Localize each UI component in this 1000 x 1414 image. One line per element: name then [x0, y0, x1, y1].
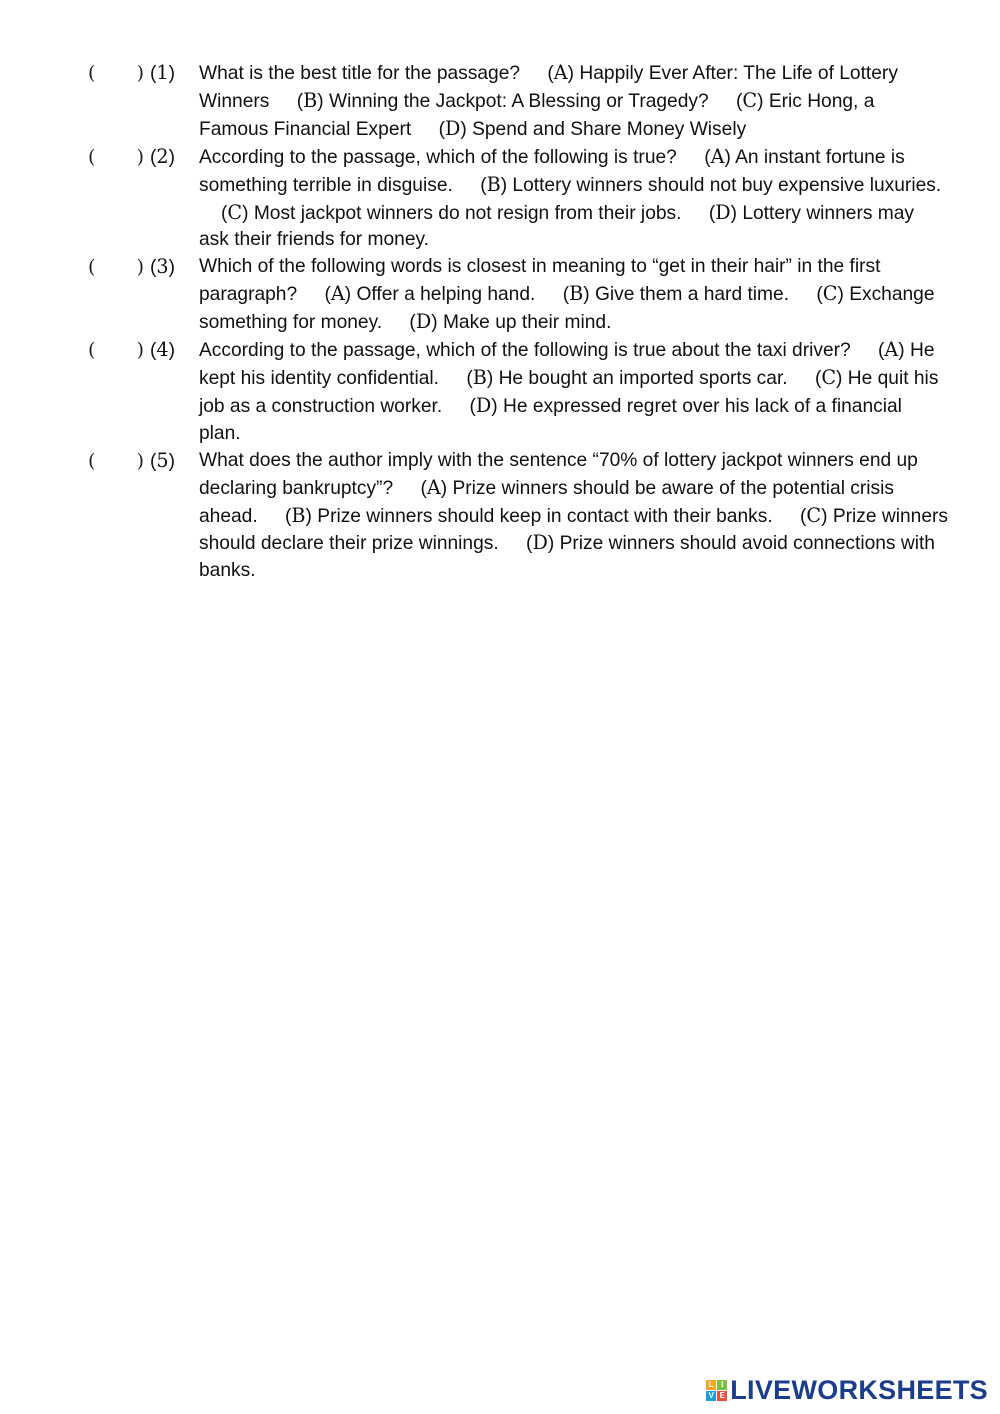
option-a: (A) He kept his identity confidential. — [199, 338, 935, 389]
option-d: (D) Make up their mind. — [409, 310, 612, 334]
option-b: (B) Lottery winners should not buy expensive luxuries. — [480, 172, 942, 196]
option-b: (B) Give them a hard time. — [562, 282, 790, 306]
question-number: (3) — [150, 255, 175, 279]
option-c: (C) Prize winners should declare their prize winnings. — [199, 503, 948, 555]
question-stem: What is the best title for the passage? — [199, 63, 521, 84]
question-1 — [88, 60, 948, 144]
option-a: (A) Happily Ever After: The Life of Lottery Winners — [199, 61, 898, 112]
option-d: (D) Prize winners should avoid connections with banks. — [199, 531, 935, 582]
option-c: (C) Exchange something for money. — [199, 282, 935, 334]
option-d: (D) Lottery winners may ask their friends for money. — [199, 200, 915, 251]
option-c: (C) He quit his job as a construction worker. — [199, 365, 939, 417]
option-a: (A) Offer a helping hand. — [324, 282, 536, 306]
question-5 — [88, 448, 948, 586]
answer-blank-5[interactable]: ( ) — [88, 449, 144, 472]
option-b: (B) Winning the Jackpot: A Blessing or Tragedy? — [296, 88, 709, 112]
answer-blank-2[interactable]: ( ) — [88, 145, 144, 168]
brand-name: LIVEWORKSHEETS — [730, 1375, 988, 1405]
question-number: (1) — [150, 61, 175, 84]
question-4 — [88, 337, 948, 448]
question-number: (2) — [150, 144, 175, 168]
question-number: (5) — [150, 448, 175, 472]
answer-blank-1[interactable]: ( ) — [88, 62, 144, 84]
option-d: (D) Spend and Share Money Wisely — [438, 116, 747, 140]
question-stem: Which of the following words is closest in meaning to “get in their hair” in the first paragraph? — [199, 256, 881, 306]
question-stem: According to the passage, which of the following is true about the taxi driver? — [199, 340, 851, 362]
answer-blank-3[interactable]: ( ) — [88, 256, 144, 279]
worksheet — [88, 60, 948, 585]
option-d: (D) He expressed regret over his lack of a financial plan. — [199, 393, 902, 444]
question-3 — [88, 254, 948, 337]
option-a: (A) An instant fortune is something terrible in disguise. — [199, 144, 905, 196]
option-c: (C) Eric Hong, a Famous Financial Expert — [199, 88, 875, 140]
answer-blank-4[interactable]: ( ) — [88, 339, 144, 362]
question-stem: What does the author imply with the sentence “70% of lottery jackpot winners end up declaring bankruptcy”? — [199, 449, 918, 499]
liveworksheets-logo[interactable] — [706, 1375, 988, 1406]
question-2 — [88, 144, 948, 255]
option-a: (A) Prize winners should be aware of the potential crisis ahead. — [199, 475, 894, 527]
liveworksheets-logo-icon: L I V E — [706, 1380, 727, 1401]
question-number: (4) — [150, 338, 175, 362]
option-b: (B) Prize winners should keep in contact with their banks. — [285, 503, 773, 527]
option-b: (B) He bought an imported sports car. — [466, 365, 788, 389]
question-stem: According to the passage, which of the following is true? — [199, 146, 677, 168]
option-c: (C) Most jackpot winners do not resign from their jobs. — [221, 200, 682, 224]
